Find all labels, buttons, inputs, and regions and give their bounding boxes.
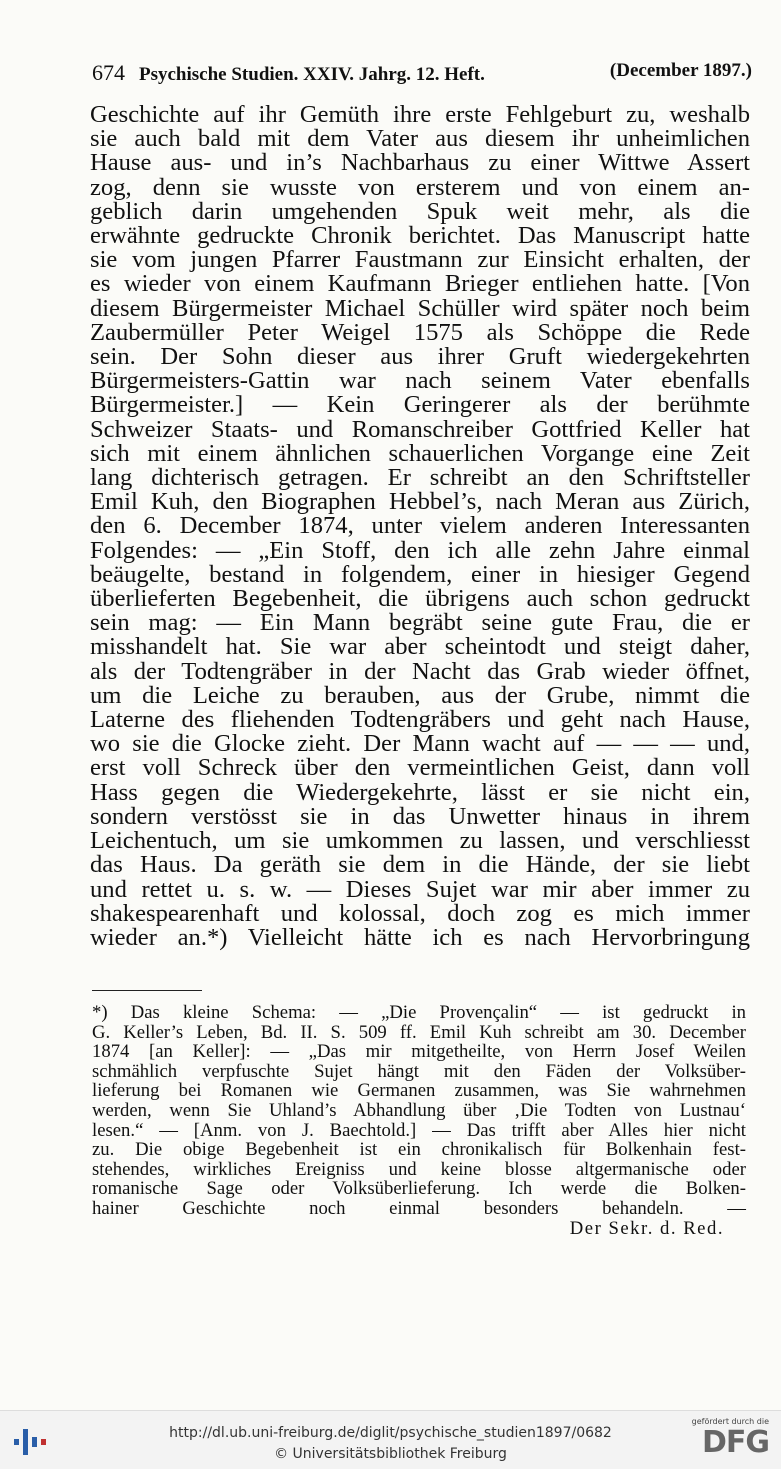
page-number: 674 bbox=[92, 60, 125, 85]
text-line: geblich darin umgehenden Spuk weit mehr, als die bbox=[90, 197, 750, 225]
source-url[interactable]: http://dl.ub.uni-freiburg.de/diglit/psychische_studien1897/0682 bbox=[169, 1425, 612, 1441]
running-header bbox=[92, 60, 752, 86]
text-line: misshandelt hat. Sie war aber scheintodt und steigt daher, bbox=[90, 633, 750, 661]
footnote-line: lesen.“ — [Anm. von J. Baechtold.] — Das trifft aber Alles hier nicht bbox=[92, 1119, 746, 1141]
text-line: sein mag: — Ein Mann begräbt seine gute Frau, die er bbox=[90, 609, 750, 637]
text-line: Laterne des fliehenden Todtengräbers und geht nach Hause, bbox=[90, 706, 750, 734]
issue-date: (December 1897.) bbox=[609, 60, 752, 81]
text-line: erst voll Schreck über den vermeintlichen Geist, dann voll bbox=[90, 754, 750, 782]
text-line: Leichentuch, um sie umkommen zu lassen, und verschliesst bbox=[90, 827, 750, 855]
text-line: Folgendes: — „Ein Stoff, den ich alle zehn Jahre einmal bbox=[90, 536, 750, 564]
text-line: wieder an.*) Vielleicht hätte ich es nach Hervorbringung bbox=[90, 923, 750, 951]
text-line: wo sie die Glocke zieht. Der Mann wacht auf — — — und, bbox=[90, 730, 750, 758]
dfg-caption: gefördert durch die bbox=[691, 1417, 769, 1426]
copyright-notice: © Universitätsbibliothek Freiburg bbox=[274, 1446, 507, 1462]
text-line: Bürgermeisters-Gattin war nach seinem Vater ebenfalls bbox=[90, 367, 750, 395]
text-line: das Haus. Da geräth sie dem in die Hände, der sie liebt bbox=[90, 851, 750, 879]
dfg-logo bbox=[689, 1417, 769, 1465]
text-line: Zaubermüller Peter Weigel 1575 als Schöppe die Rede bbox=[90, 318, 750, 346]
text-line: zog, denn sie wusste von ersterem und von einem an- bbox=[90, 173, 750, 201]
footnote-line: G. Keller’s Leben, Bd. II. S. 509 ff. Emil Kuh schreibt am 30. December bbox=[92, 1021, 746, 1043]
text-line: Schweizer Staats- und Romanschreiber Gottfried Keller hat bbox=[90, 415, 750, 443]
footnote-line: romanische Sage oder Volksüberlieferung. Ich werde die Bolken- bbox=[92, 1178, 746, 1200]
text-line: beäugelte, bestand in folgendem, einer in hiesiger Gegend bbox=[90, 560, 750, 588]
text-line: diesem Bürgermeister Michael Schüller wird später noch beim bbox=[90, 294, 750, 322]
text-line: lang dichterisch getragen. Er schreibt an den Schriftsteller bbox=[90, 464, 750, 492]
footnote bbox=[92, 1003, 746, 1238]
text-line: shakespearenhaft und kolossal, doch zog es mich immer bbox=[90, 899, 750, 927]
text-line: Geschichte auf ihr Gemüth ihre erste Fehlgeburt zu, weshalb bbox=[90, 101, 750, 128]
footnote-signature: Der Sekr. d. Red. bbox=[569, 1217, 724, 1239]
text-line: sein. Der Sohn dieser aus ihrer Gruft wiedergekehrten bbox=[90, 343, 750, 371]
text-line: sich mit einem ähnlichen schauerlichen Vorgange eine Zeit bbox=[90, 439, 750, 467]
dfg-logo-text: DFG bbox=[701, 1425, 769, 1460]
text-line: es wieder von einem Kaufmann Brieger entliehen hatte. [Von bbox=[90, 270, 750, 298]
footnote-line: *) Das kleine Schema: — „Die Provençalin“ — ist gedruckt in bbox=[92, 1002, 746, 1023]
footnote-rule bbox=[92, 990, 202, 991]
footnote-line: 1874 [an Keller]: — „Das mir mitgetheilte, von Herrn Josef Weilen bbox=[92, 1041, 746, 1063]
viewer-footer bbox=[0, 1410, 781, 1469]
text-line: Emil Kuh, den Biographen Hebbel’s, nach Meran aus Zürich, bbox=[90, 488, 750, 516]
footnote-line: werden, wenn Sie Uhland’s Abhandlung über ‚Die Todten von Lustnau‘ bbox=[92, 1099, 746, 1121]
text-line: den 6. December 1874, unter vielem anderen Interessanten bbox=[90, 512, 750, 540]
text-line: sie vom jungen Pfarrer Faustmann zur Einsicht erhalten, der bbox=[90, 246, 750, 274]
footnote-line: stehendes, wirkliches Ereigniss und keine blosse altgermanische oder bbox=[92, 1158, 746, 1180]
text-line: sie auch bald mit dem Vater aus diesem ihr unheimlichen bbox=[90, 125, 750, 153]
footnote-line: hainer Geschichte noch einmal besonders behandeln. — bbox=[92, 1197, 746, 1219]
text-line: als der Todtengräber in der Nacht das Grab wieder öffnet, bbox=[90, 657, 750, 685]
text-line: Hass gegen die Wiedergekehrte, lässt er sie nicht ein, bbox=[90, 778, 750, 806]
text-line: überlieferten Begebenheit, die übrigens auch schon gedruckt bbox=[90, 585, 750, 613]
text-line: Hause aus- und in’s Nachbarhaus zu einer Wittwe Assert bbox=[90, 149, 750, 177]
text-line: erwähnte gedruckte Chronik berichtet. Das Manuscript hatte bbox=[90, 222, 750, 250]
main-text bbox=[90, 103, 750, 950]
journal-title: Psychische Studien. XXIV. Jahrg. 12. Heft. bbox=[139, 64, 485, 85]
footnote-line: schmählich verpfuschte Sujet hängt mit den Fäden der Volksüber- bbox=[92, 1060, 746, 1082]
footnote-line: lieferung bei Romanen wie Germanen zusammen, was Sie wahrnehmen bbox=[92, 1080, 746, 1102]
text-line: Bürgermeister.] — Kein Geringerer als der berühmte bbox=[90, 391, 750, 419]
text-line: um die Leiche zu berauben, aus der Grube, nimmt die bbox=[90, 681, 750, 709]
text-line: und rettet u. s. w. — Dieses Sujet war mir aber immer zu bbox=[90, 875, 750, 903]
text-line: sondern verstösst sie in das Unwetter hinaus in ihrem bbox=[90, 802, 750, 830]
footnote-line: zu. Die obige Begebenheit ist ein chronikalisch für Bolkenhain fest- bbox=[92, 1139, 746, 1161]
